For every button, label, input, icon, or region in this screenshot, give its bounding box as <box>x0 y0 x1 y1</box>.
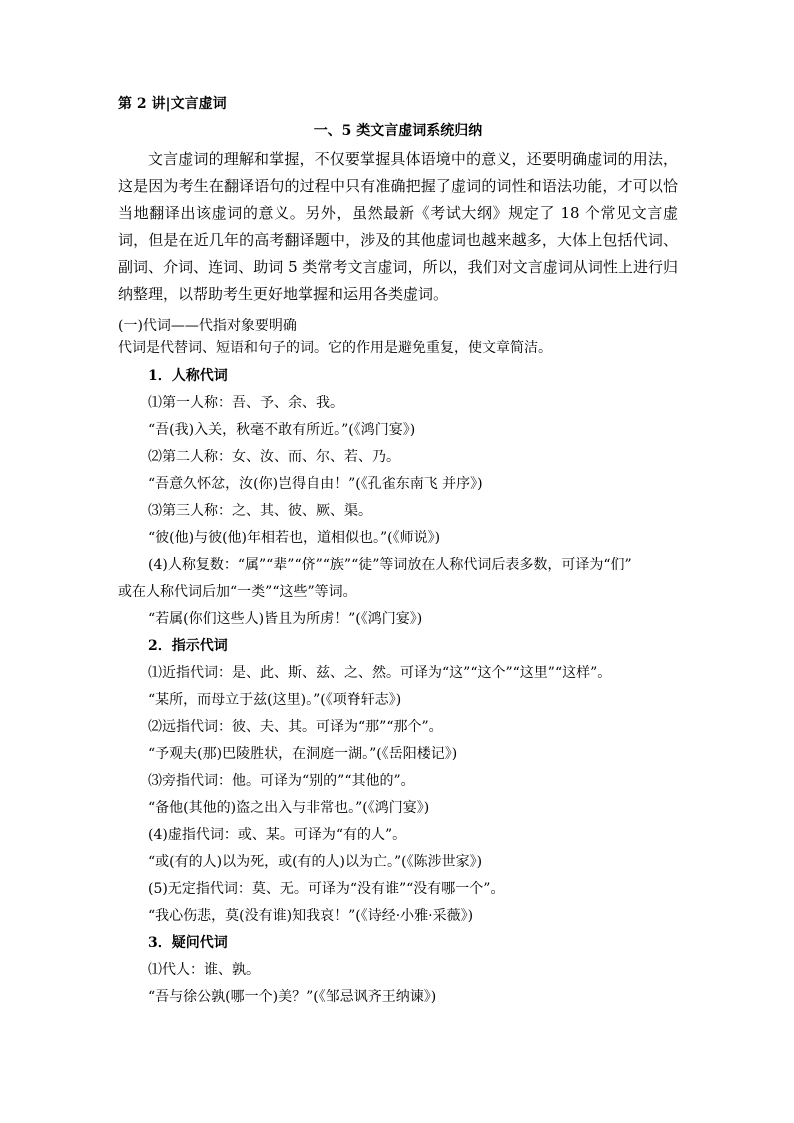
intro-paragraph: 文言虚词的理解和掌握，不仅要掌握具体语境中的意义，还要明确虚词的用法，这是因为考生在翻译语句的过程中只有准确把握了虚词的词性和语法功能，才可以恰当地翻译出该虚词的意义。另外，虽然最新《考试大纲》规定了 18 个常见文言虚词，但是在近几年的高考翻译题中，涉及的其他虚词也越来越多，大体上包括代词、副词、介词、连词、助词 5 类常考文言虚词，所以，我们对文言虚词从词性上进行归纳整理，以帮助考生更好地掌握和运用各类虚词。 <box>118 150 678 303</box>
interrogative-person-line: ⑴代人：谁、孰。 <box>148 962 260 978</box>
first-person-line: ⑴第一人称：吾、予、余、我。 <box>148 395 344 411</box>
second-person-line: ⑵第二人称：女、汝、而、尔、若、乃。 <box>148 449 400 465</box>
personal-pronoun-heading: 1．人称代词 <box>148 368 228 384</box>
far-demonstrative-line: ⑵远指代词：彼、夫、其。可译为“那”“那个”。 <box>148 719 443 735</box>
demonstrative-pronoun-heading: 2．指示代词 <box>148 638 228 654</box>
third-person-line: ⑶第三人称：之、其、彼、厥、渠。 <box>148 503 372 519</box>
indefinite-demonstrative-example: “或(有的人)以为死，或(有的人)以为亡。”(《陈涉世家》) <box>148 854 483 870</box>
near-demonstrative-example: “某所，而母立于兹(这里)。”(《项脊轩志》) <box>148 692 402 708</box>
first-person-example: “吾(我)入关，秋毫不敢有所近。”(《鸿门宴》) <box>148 422 416 438</box>
second-person-example: “吾意久怀忿，汝(你)岂得自由！”(《孔雀东南飞 并序》) <box>148 476 483 492</box>
pronoun-definition: 代词是代替词、短语和句子的词。它的作用是避免重复，使文章简洁。 <box>118 340 552 356</box>
plural-line-1: (4)人称复数：“属”“辈”“侪”“族”“徒”等词放在人称代词后表多数，可译为“们” <box>148 557 632 573</box>
plural-example: “若属(你们这些人)皆且为所虏！”(《鸿门宴》) <box>148 611 423 627</box>
other-demonstrative-line: ⑶旁指代词：他。可译为“别的”“其他的”。 <box>148 773 415 789</box>
section-title: 一、5 类文言虚词系统归纳 <box>313 123 483 139</box>
third-person-example: “彼(他)与彼(他)年相若也，道相似也。”(《师说》) <box>148 530 441 546</box>
indefinite-demonstrative-line: (4)虚指代词：或、某。可译为“有的人”。 <box>148 827 407 843</box>
non-specific-demonstrative-line: (5)无定指代词：莫、无。可译为“没有谁”“没有哪一个”。 <box>148 881 505 897</box>
far-demonstrative-example: “予观夫(那)巴陵胜状，在洞庭一湖。”(《岳阳楼记》) <box>148 746 458 762</box>
interrogative-pronoun-heading: 3．疑问代词 <box>148 935 228 951</box>
lecture-title: 第 2 讲|文言虚词 <box>118 96 227 112</box>
near-demonstrative-line: ⑴近指代词：是、此、斯、兹、之、然。可译为“这”“这个”“这里”“这样”。 <box>148 665 612 681</box>
plural-line-2: 或在人称代词后加“一类”“这些”等词。 <box>118 584 357 600</box>
other-demonstrative-example: “备他(其他的)盗之出入与非常也。”(《鸿门宴》) <box>148 800 430 816</box>
pronoun-heading: (一)代词——代指对象要明确 <box>118 318 297 334</box>
interrogative-person-example: “吾与徐公孰(哪一个)美？”(《邹忌讽齐王纳谏》) <box>148 989 437 1005</box>
non-specific-demonstrative-example: “我心伤悲，莫(没有谁)知我哀！”(《诗经·小雅·采薇》) <box>148 908 474 924</box>
